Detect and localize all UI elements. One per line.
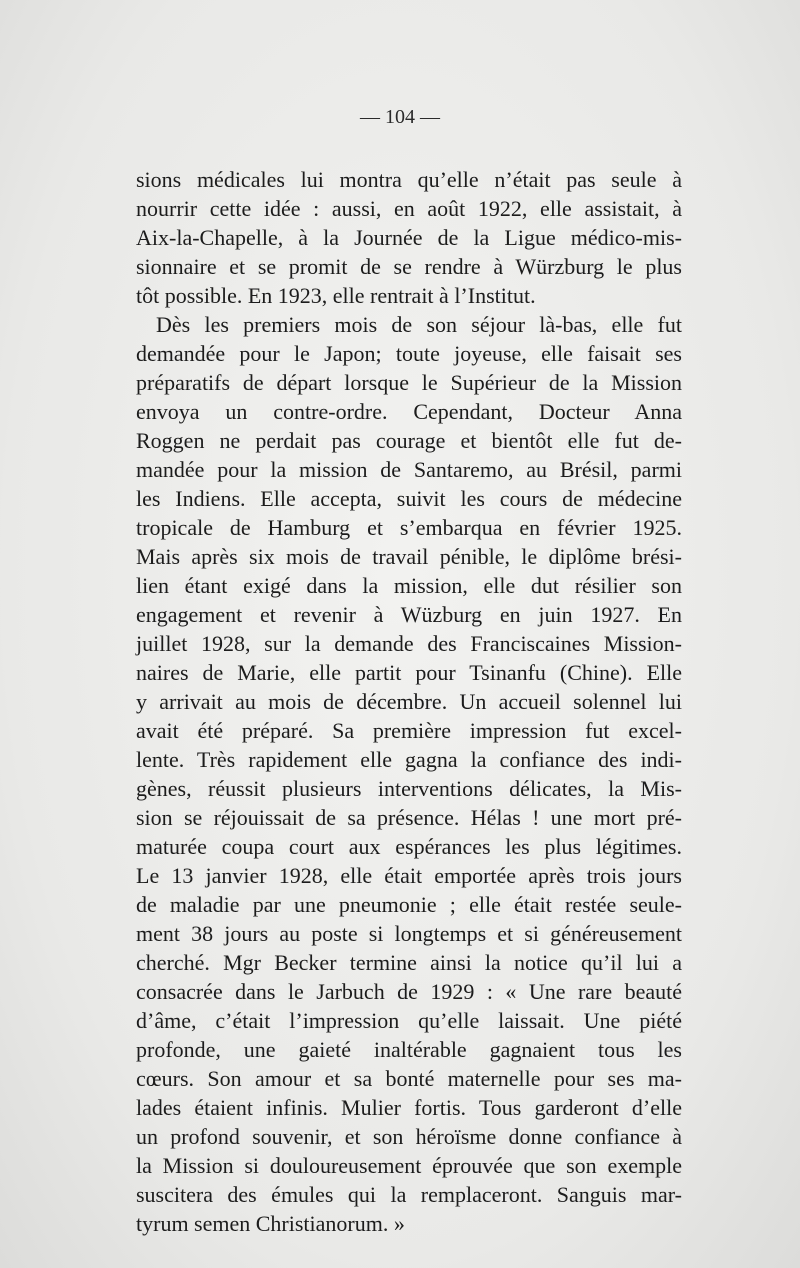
text-line: suscitera des émules qui la remplaceront. Sanguis mar- — [136, 1182, 682, 1207]
text-line: juillet 1928, sur la demande des Franciscaines Mission- — [136, 631, 682, 656]
text-line: engagement et revenir à Wüzburg en juin 1927. En — [136, 602, 682, 627]
text-line: lien étant exigé dans la mission, elle dut résilier son — [136, 573, 682, 598]
text-line: lente. Très rapidement elle gagna la confiance des indi- — [136, 747, 682, 772]
text-line: profonde, une gaieté inaltérable gagnaient tous les — [136, 1037, 682, 1062]
text-line: Aix-la-Chapelle, à la Journée de la Ligue médico-mis- — [136, 225, 682, 250]
text-line: Mais après six mois de travail pénible, le diplôme brési- — [136, 544, 682, 569]
text-line: naires de Marie, elle partit pour Tsinanfu (Chine). Elle — [136, 660, 682, 685]
paragraph — [136, 310, 682, 1238]
text-line: demandée pour le Japon; toute joyeuse, elle faisait ses — [136, 341, 682, 366]
text-line: la Mission si douloureusement éprouvée que son exemple — [136, 1153, 682, 1178]
text-line: consacrée dans le Jarbuch de 1929 : « Une rare beauté — [136, 979, 682, 1004]
text-line: préparatifs de départ lorsque le Supérieur de la Mission — [136, 370, 682, 395]
text-line: un profond souvenir, et son héroïsme donne confiance à — [136, 1124, 682, 1149]
page-number: — 104 — — [360, 106, 440, 128]
text-line: cherché. Mgr Becker termine ainsi la notice qu’il lui a — [136, 950, 682, 975]
text-line: cœurs. Son amour et sa bonté maternelle pour ses ma- — [136, 1066, 682, 1091]
text-line: Le 13 janvier 1928, elle était emportée après trois jours — [136, 863, 682, 888]
text-line: ment 38 jours au poste si longtemps et si généreusement — [136, 921, 682, 946]
text-line: maturée coupa court aux espérances les plus légitimes. — [136, 834, 682, 859]
text-line: sion se réjouissait de sa présence. Hélas ! une mort pré- — [136, 805, 682, 830]
text-line: lades étaient infinis. Mulier fortis. Tous garderont d’elle — [136, 1095, 682, 1120]
text-line: Roggen ne perdait pas courage et bientôt elle fut de- — [136, 428, 682, 453]
body-text — [136, 165, 682, 1238]
paragraph — [136, 165, 682, 310]
text-line: avait été préparé. Sa première impression fut excel- — [136, 718, 682, 743]
text-line: nourrir cette idée : aussi, en août 1922, elle assistait, à — [136, 196, 682, 221]
text-line: les Indiens. Elle accepta, suivit les cours de médecine — [136, 486, 682, 511]
text-line: sions médicales lui montra qu’elle n’était pas seule à — [136, 167, 682, 192]
text-line: tyrum semen Christianorum. » — [136, 1211, 405, 1236]
text-line: envoya un contre-ordre. Cependant, Docteur Anna — [136, 399, 682, 424]
text-line: y arrivait au mois de décembre. Un accueil solennel lui — [136, 689, 682, 714]
text-line: tôt possible. En 1923, elle rentrait à l’Institut. — [136, 283, 536, 308]
text-line: Dès les premiers mois de son séjour là-bas, elle fut — [156, 312, 682, 337]
text-line: tropicale de Hamburg et s’embarqua en février 1925. — [136, 515, 682, 540]
text-line: sionnaire et se promit de se rendre à Würzburg le plus — [136, 254, 682, 279]
text-line: gènes, réussit plusieurs interventions délicates, la Mis- — [136, 776, 682, 801]
text-line: de maladie par une pneumonie ; elle était restée seule- — [136, 892, 682, 917]
text-line: d’âme, c’était l’impression qu’elle laissait. Une piété — [136, 1008, 682, 1033]
text-line: mandée pour la mission de Santaremo, au Brésil, parmi — [136, 457, 682, 482]
